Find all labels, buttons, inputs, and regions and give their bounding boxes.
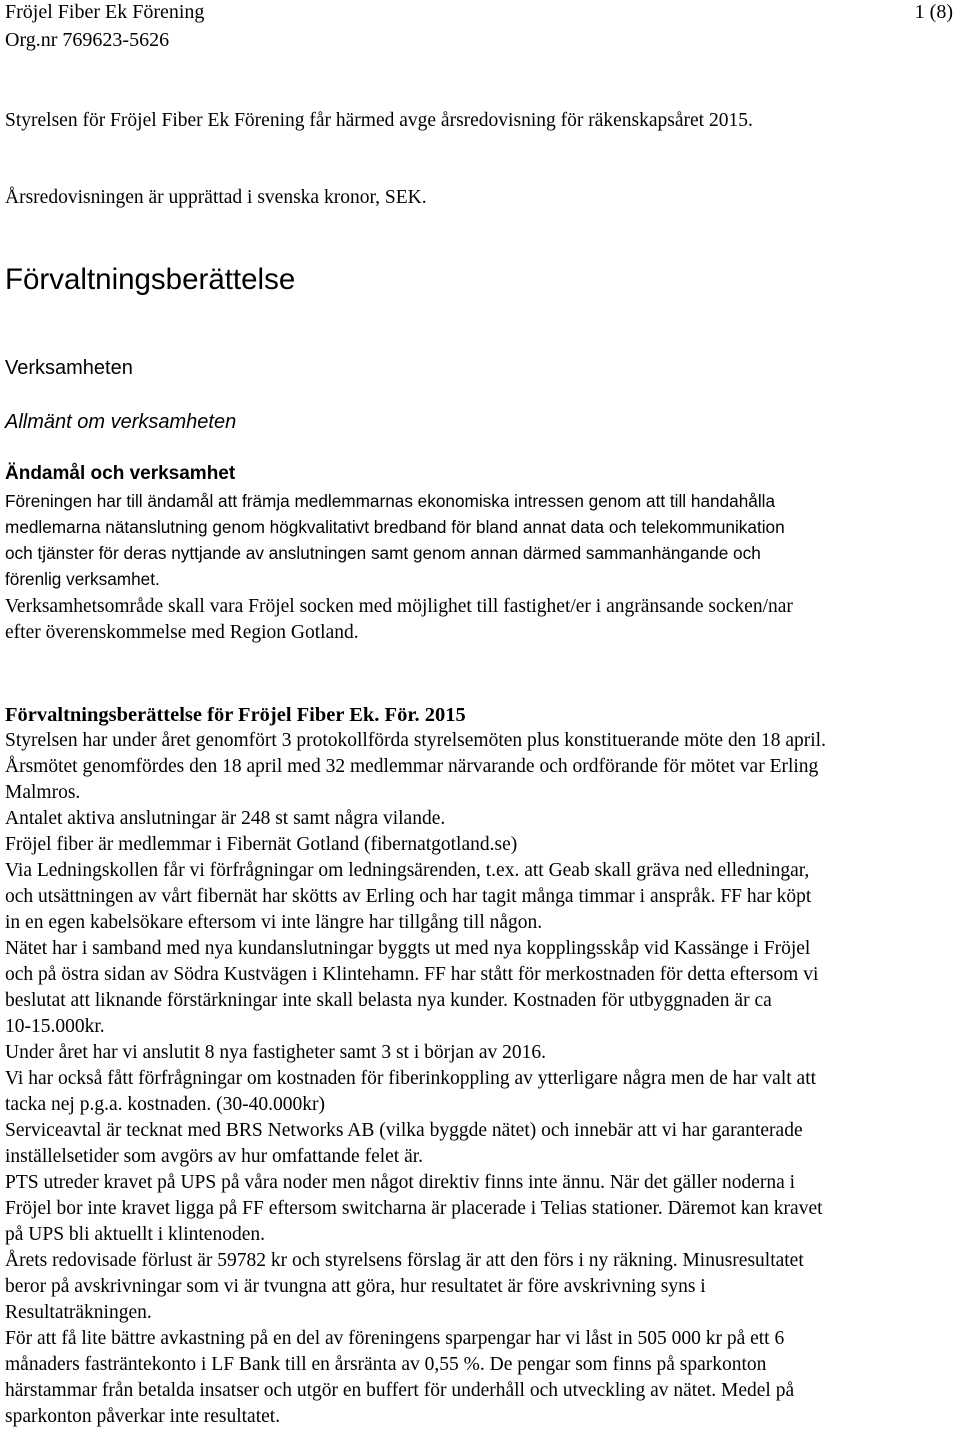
report-line: sparkonton påverkar inte resultatet. xyxy=(5,1406,281,1427)
report-line: Resultaträkningen. xyxy=(5,1302,152,1323)
organization-number: Org.nr 769623-5626 xyxy=(5,29,170,51)
report-line: För att få lite bättre avkastning på en del av föreningens sparpengar har vi låst in 505 000 kr på ett 6 xyxy=(5,1328,785,1349)
section-subsubtitle: Allmänt om verksamheten xyxy=(5,411,237,433)
intro-statement xyxy=(5,108,955,134)
organization-name: Fröjel Fiber Ek Förening xyxy=(5,1,205,23)
report-line: tacka nej p.g.a. kostnaden. (30-40.000kr) xyxy=(5,1094,326,1115)
report-line: på UPS bli aktuellt i klintenoden. xyxy=(5,1224,265,1245)
report-line: in en egen kabelsökare eftersom vi inte längre har tillgång till någon. xyxy=(5,912,543,933)
report-line: och utsättningen av vårt fibernät har skötts av Erling och har tagit många timmar i anspråk. FF har köpt xyxy=(5,886,812,907)
area-line: Verksamhetsområde skall vara Fröjel socken med möjlighet till fastighet/er i angränsande socken/nar xyxy=(5,596,793,617)
report-line: Fröjel bor inte kravet ligga på FF eftersom switcharna är placerade i Telias stationer. Däremot kan kravet xyxy=(5,1198,823,1219)
report-line: beror på avskrivningar som vi är tvungna att göra, hur resultatet är före avskrivning syns i xyxy=(5,1276,706,1297)
purpose-heading: Ändamål och verksamhet xyxy=(5,463,236,484)
section-subtitle: Verksamheten xyxy=(5,357,133,379)
report-line: Malmros. xyxy=(5,782,81,803)
intro-line-2: Årsredovisningen är upprättad i svenska kronor, SEK. xyxy=(5,187,427,208)
currency-statement xyxy=(5,185,955,211)
page-header xyxy=(5,0,955,60)
report-line: 10-15.000kr. xyxy=(5,1016,105,1037)
report-line: härstammar från betalda insatser och utgör en buffert för underhåll och utveckling av nätet. Medel på xyxy=(5,1380,795,1401)
report-line: Serviceavtal är tecknat med BRS Networks AB (vilka byggde nätet) och innebär att vi har garanterade xyxy=(5,1120,803,1141)
report-line: Via Ledningskollen får vi förfrågningar om ledningsärenden, t.ex. att Geab skall gräva ned elledningar, xyxy=(5,860,810,881)
report-line: beslutat att liknande förstärkningar inte skall belasta nya kunder. Kostnaden för utbyggnaden är ca xyxy=(5,990,772,1011)
intro-line-1: Styrelsen för Fröjel Fiber Ek Förening får härmed avge årsredovisning för räkenskapsåret 2015. xyxy=(5,110,753,131)
report-line: PTS utreder kravet på UPS på våra noder men något direktiv finns inte ännu. När det gäller noderna i xyxy=(5,1172,796,1193)
area-line: efter överenskommelse med Region Gotland. xyxy=(5,622,359,643)
report-paragraphs xyxy=(5,728,955,1430)
report-line: och på östra sidan av Södra Kustvägen i Klintehamn. FF har stått för merkostnaden för detta eftersom vi xyxy=(5,964,819,985)
purpose-line: Föreningen har till ändamål att främja medlemmarnas ekonomiska intressen genom att till handahålla xyxy=(5,491,776,511)
report-line: månaders fasträntekonto i LF Bank till en årsränta av 0,55 %. De pengar som finns på sparkonton xyxy=(5,1354,767,1375)
report-line: inställelsetider som avgörs av hur omfattande felet är. xyxy=(5,1146,424,1167)
purpose-paragraph xyxy=(5,488,955,592)
purpose-line: förenlig verksamhet. xyxy=(5,569,160,589)
section-title: Förvaltningsberättelse xyxy=(5,263,296,296)
report-line: Årsmötet genomfördes den 18 april med 32 medlemmar närvarande och ordförande för mötet var Erling xyxy=(5,756,819,777)
purpose-line: medlemarna nätanslutning genom högkvalitativt bredband för bland annat data och telekommunikation xyxy=(5,517,785,537)
report-line: Under året har vi anslutit 8 nya fastigheter samt 3 st i början av 2016. xyxy=(5,1042,546,1063)
report-line: Fröjel fiber är medlemmar i Fibernät Gotland (fibernatgotland.se) xyxy=(5,834,518,855)
report-line: Styrelsen har under året genomfört 3 protokollförda styrelsemöten plus konstituerande möte den 18 april. xyxy=(5,730,826,751)
report-line: Vi har också fått förfrågningar om kostnaden för fiberinkoppling av ytterligare några men de har valt att xyxy=(5,1068,817,1089)
purpose-line: och tjänster för deras nyttjande av anslutningen samt genom annan därmed sammanhängande och xyxy=(5,543,761,563)
report-heading: Förvaltningsberättelse för Fröjel Fiber Ek. För. 2015 xyxy=(5,704,466,726)
page-indicator: 1 (8) xyxy=(914,1,953,23)
area-paragraph xyxy=(5,594,955,646)
report-line: Årets redovisade förlust är 59782 kr och styrelsens förslag är att den förs i ny räkning. Minusresultatet xyxy=(5,1250,804,1271)
report-line: Antalet aktiva anslutningar är 248 st samt några vilande. xyxy=(5,808,446,829)
report-line: Nätet har i samband med nya kundanslutningar byggts ut med nya kopplingsskåp vid Kassänge i Fröjel xyxy=(5,938,811,959)
